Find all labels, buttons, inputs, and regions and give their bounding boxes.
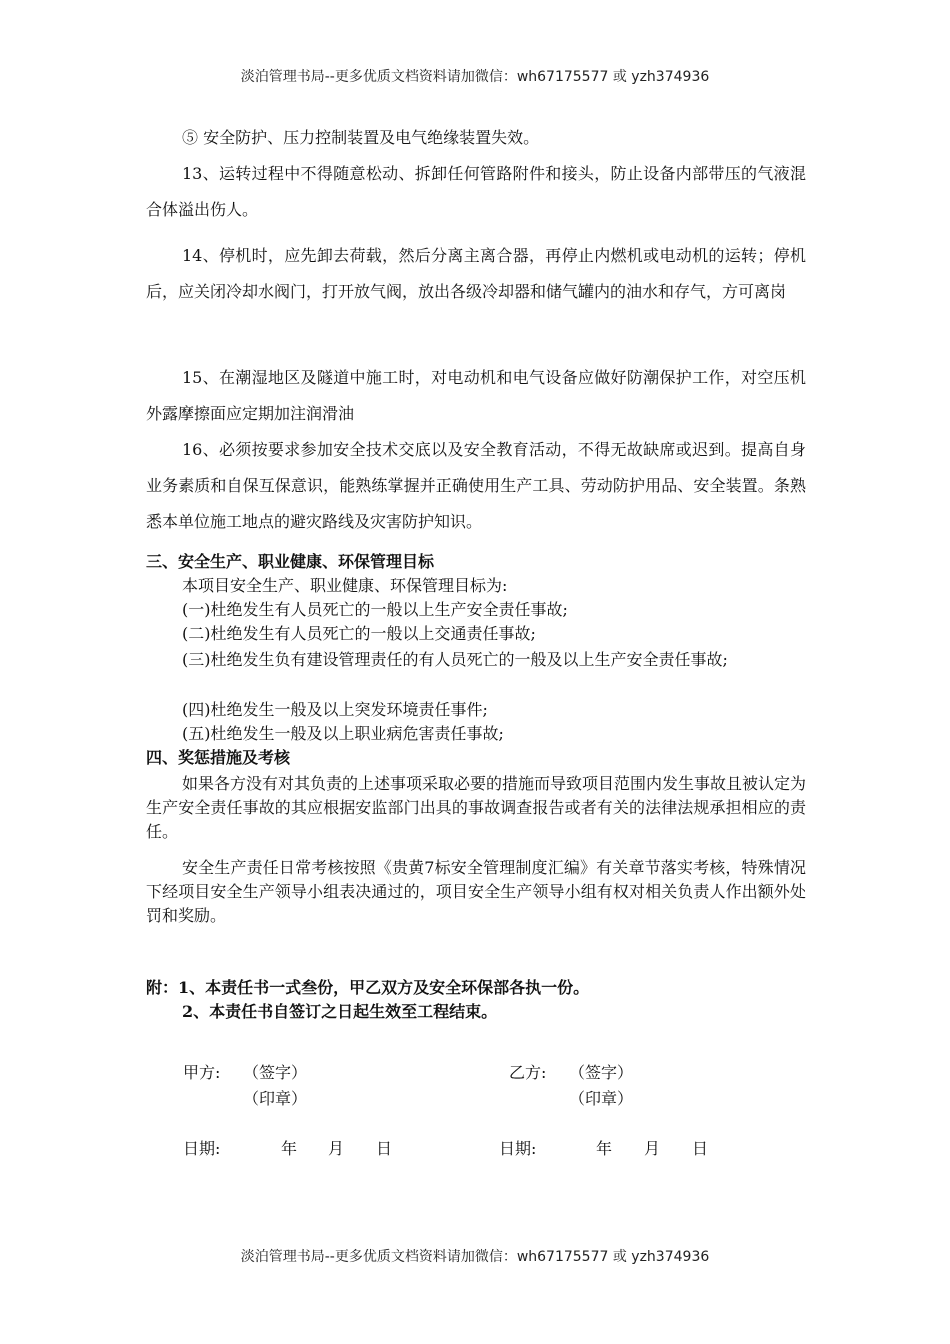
party-a-date-day: 日 [376, 1139, 393, 1158]
section-4-title: 四、奖惩措施及考核 [146, 748, 291, 767]
goal-item: (五)杜绝发生一般及以上职业病危害责任事故; [182, 724, 504, 743]
party-b-date-year: 年 [596, 1139, 613, 1158]
party-a-sign: （签字） [243, 1063, 308, 1082]
goal-item: (三)杜绝发生负有建设管理责任的有人员死亡的一般及以上生产安全责任事故; [182, 650, 728, 669]
goal-item: (四)杜绝发生一般及以上突发环境责任事件; [182, 700, 488, 719]
item-16: 16、必须按要求参加安全技术交底以及安全教育活动，不得无故缺席或迟到。提高自身业务素质和自保互保意识，能熟练掌握并正确使用生产工具、劳动防护用品、安全装置。条熟悉本单位施工地点的避灾路线及灾害防护知识。 [146, 440, 806, 531]
goal-item: (二)杜绝发生有人员死亡的一般以上交通责任事故; [182, 624, 536, 643]
party-b-date-label: 日期: [499, 1139, 537, 1158]
section-4-para-2: 安全生产责任日常考核按照《贵黄7标安全管理制度汇编》有关章节落实考核，特殊情况下经项目安全生产领导小组表决通过的，项目安全生产领导小组有权对相关负责人作出额外处罚和奖励。 [146, 858, 806, 925]
item-14: 14、停机时，应先卸去荷载，然后分离主离合器，再停止内燃机或电动机的运转；停机后，应关闭冷却水阀门，打开放气阀，放出各级冷却器和储气罐内的油水和存气，方可离岗 [146, 246, 806, 301]
section-3-intro: 本项目安全生产、职业健康、环保管理目标为: [182, 576, 508, 595]
section-4-para-1: 如果各方没有对其负责的上述事项采取必要的措施而导致项目范围内发生事故且被认定为生产安全责任事故的其应根据安监部门出具的事故调查报告或者有关的法律法规承担相应的责任。 [146, 774, 807, 841]
item-15: 15、在潮湿地区及隧道中施工时，对电动机和电气设备应做好防潮保护工作，对空压机外露摩擦面应定期加注润滑油 [146, 368, 806, 423]
party-a-label: 甲方: [183, 1063, 221, 1082]
item-13: 13、运转过程中不得随意松动、拆卸任何管路附件和接头，防止设备内部带压的气液混合体溢出伤人。 [146, 164, 806, 219]
party-a-date-month: 月 [328, 1139, 345, 1158]
party-b-seal: （印章） [569, 1089, 634, 1108]
page-header: 淡泊管理书局--更多优质文档资料请加微信：wh67175577 或 yzh374936 [240, 69, 710, 85]
appendix-line-2: 2、本责任书自签订之日起生效至工程结束。 [182, 1002, 498, 1021]
goal-item: (一)杜绝发生有人员死亡的一般以上生产安全责任事故; [182, 600, 568, 619]
item-5: ⑤ 安全防护、压力控制装置及电气绝缘装置失效。 [182, 128, 540, 147]
party-a-seal: （印章） [243, 1089, 308, 1108]
party-b-date-day: 日 [692, 1139, 709, 1158]
party-a-date-year: 年 [281, 1139, 298, 1158]
party-b-label: 乙方: [509, 1063, 547, 1082]
party-b-date-month: 月 [644, 1139, 661, 1158]
party-a-date-label: 日期: [183, 1139, 221, 1158]
page-footer: 淡泊管理书局--更多优质文档资料请加微信：wh67175577 或 yzh374936 [240, 1249, 710, 1265]
appendix-line-1: 附：1、本责任书一式叁份，甲乙双方及安全环保部各执一份。 [146, 978, 590, 997]
section-3-title: 三、安全生产、职业健康、环保管理目标 [146, 552, 435, 571]
party-b-sign: （签字） [569, 1063, 634, 1082]
